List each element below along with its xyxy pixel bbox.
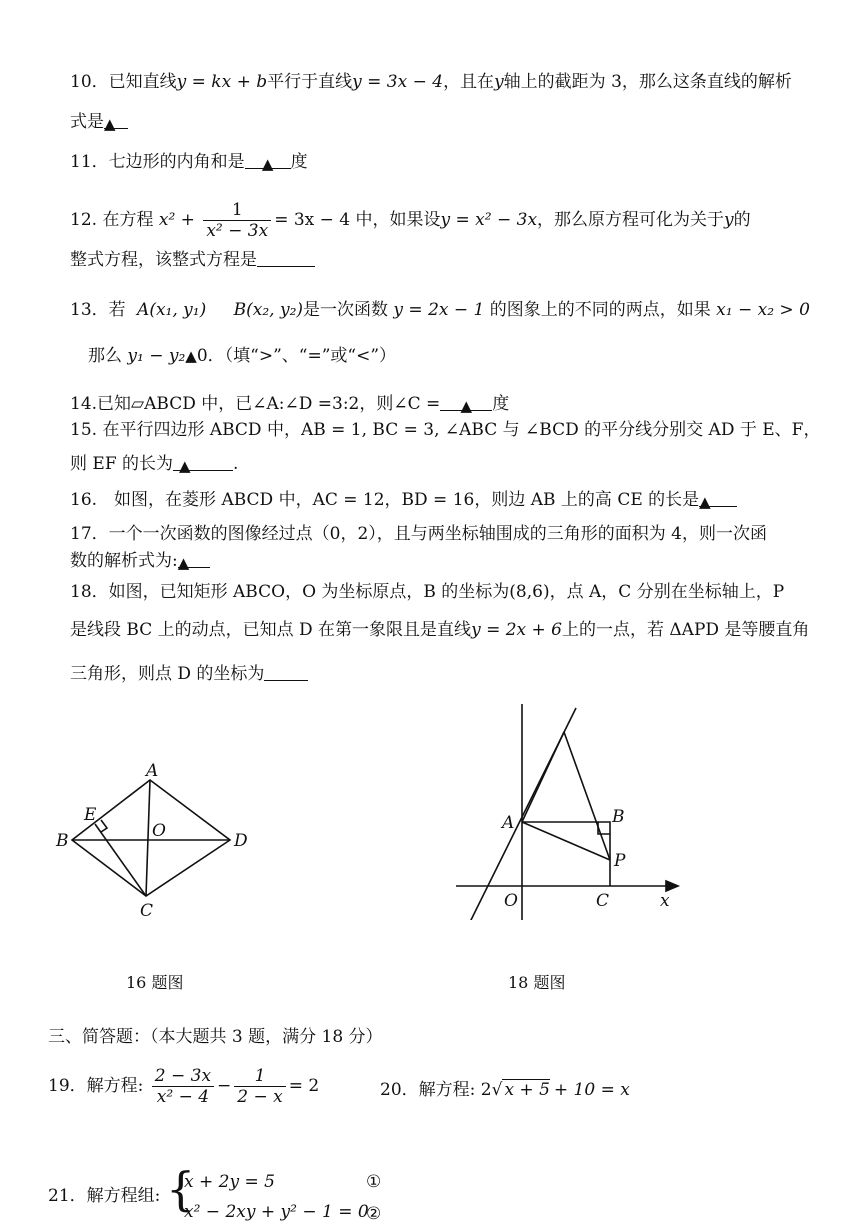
q21-number-1: ① <box>366 1172 382 1192</box>
q19-fraction-2: $\frac{1}{2 - x}$ <box>234 1066 285 1107</box>
section-3-heading: 三、简答题：（本大题共 3 题，满分 18 分） <box>48 1027 383 1047</box>
label-c: C <box>596 891 610 911</box>
triangle-icon: ▲ <box>699 493 711 511</box>
triangle-icon: ▲ <box>104 115 116 133</box>
triangle-icon: ▲ <box>177 554 190 572</box>
q10-line2: 式是▲ <box>70 110 128 134</box>
q17-line1: 17．一个一次函数的图像经过点（0，2），且与两坐标轴围成的三角形的面积为 4，则一次函 <box>70 524 767 544</box>
q18-line1: 18．如图，已知矩形 ABCO，O 为坐标原点，B 的坐标为(8,6)，点 A，C 分别在坐标轴上，P <box>70 582 785 602</box>
x-axis-arrow-icon <box>666 881 678 891</box>
segment-ap <box>522 822 610 860</box>
segment-ad <box>522 732 564 822</box>
q21-label: 21．解方程组: <box>48 1186 161 1206</box>
q21-number-2: ② <box>366 1204 382 1224</box>
label-a: A <box>146 761 159 781</box>
q16: 16. 如图，在菱形 ABCD 中，AC = 12，BD = 16，则边 AB 上的高 CE 的长是▲ <box>70 488 737 512</box>
answer-blank[interactable] <box>177 551 210 572</box>
system-brace-icon: { <box>166 1162 196 1216</box>
q12-fraction: $\frac{1}{\text{x² − 3x}}$ <box>203 200 271 241</box>
q18-line2: 是线段 BC 上的动点，已知点 D 在第一象限且是直线y = 2x + 6上的一点，若 ΔAPD 是等腰直角 <box>70 620 810 640</box>
label-d: D <box>234 831 248 851</box>
q21-eq2: x² − 2xy + y² − 1 = 0 <box>184 1202 369 1222</box>
height-ce <box>95 824 146 896</box>
q15-line2: 则 EF 的长为 ▲ . <box>70 454 239 475</box>
q19: 19．解方程: $\frac{2 - 3x}{\text{x² − 4}}$ − $\frac{1}{2 - x}$ = 2 <box>48 1066 320 1107</box>
answer-blank[interactable] <box>440 394 492 415</box>
q10-eq1: y = kx + b <box>176 72 268 92</box>
right-angle-mark <box>101 820 107 832</box>
label-o: O <box>504 891 518 911</box>
triangle-icon: ▲ <box>179 457 191 475</box>
label-c: C <box>140 901 154 921</box>
label-b: B <box>56 831 69 851</box>
q18-line3: 三角形，则点 D 的坐标为 <box>70 662 308 686</box>
figure-16-caption: 16 题图 <box>126 973 184 992</box>
label-p: P <box>614 851 626 871</box>
triangle-icon: ▲ <box>261 155 274 173</box>
q11: 11．七边形的内角和是 ▲ 度 <box>70 152 308 173</box>
diagonal-ac <box>146 780 150 896</box>
triangle-icon: ▲ <box>460 397 473 415</box>
label-o: O <box>152 821 166 841</box>
answer-blank[interactable] <box>257 250 315 267</box>
label-x: x <box>660 891 670 911</box>
q13-line1: 13．若 A(x₁, y₁) B(x₂, y₂)是一次函数 y = 2x − 1 的图象上的不同的两点，如果 x₁ − x₂ > 0 <box>70 300 810 320</box>
label-b: B <box>612 807 625 827</box>
q19-fraction-1: $\frac{2 - 3x}{\text{x² − 4}}$ <box>152 1066 214 1107</box>
q10-line1: 10．已知直线y = kx + b平行于直线y = 3x − 4，且在y轴上的截距为 3，那么这条直线的解析 <box>70 72 792 92</box>
q12-line1: 12. 在方程 x² + $\frac{1}{\text{x² − 3x}}$ = 3x − 4 中，如果设y = x² − 3x，那么原方程可化为关于y的 <box>70 200 751 241</box>
q12-line2: 整式方程，该整式方程是 <box>70 248 315 272</box>
q21-eq1: x + 2y = 5 <box>184 1172 275 1192</box>
q13-line2: 那么 y₁ − y₂▲0．（填“>”、“=”或“<”） <box>88 346 397 366</box>
figure-16-rhombus <box>50 760 270 930</box>
q17-line2: 数的解析式为:▲ <box>70 549 210 573</box>
rhombus-outline <box>72 780 230 896</box>
label-a: A <box>502 813 515 833</box>
answer-blank[interactable] <box>245 152 291 173</box>
answer-blank[interactable] <box>699 490 737 511</box>
answer-blank[interactable] <box>104 112 128 133</box>
q14: 14.已知▱ABCD 中，已∠A:∠D =3:2，则∠C = ▲ 度 <box>70 394 510 415</box>
triangle-icon: ▲ <box>185 347 197 365</box>
sqrt-icon: √ <box>491 1080 503 1100</box>
segment-dp <box>564 732 610 860</box>
figure-18-caption: 18 题图 <box>508 973 566 992</box>
q15-line1: 15. 在平行四边形 ABCD 中，AB = 1, BC = 3, ∠ABC 与 ∠BCD 的平分线分别交 AD 于 E、F， <box>70 420 821 440</box>
answer-blank[interactable] <box>264 664 308 681</box>
q20: 20．解方程: 2√ x + 5 + 10 = x <box>380 1080 630 1100</box>
answer-blank[interactable] <box>173 454 233 475</box>
q10-eq2: y = 3x − 4 <box>352 72 444 92</box>
label-e: E <box>84 805 97 825</box>
figure-18-coordinate <box>450 700 690 920</box>
